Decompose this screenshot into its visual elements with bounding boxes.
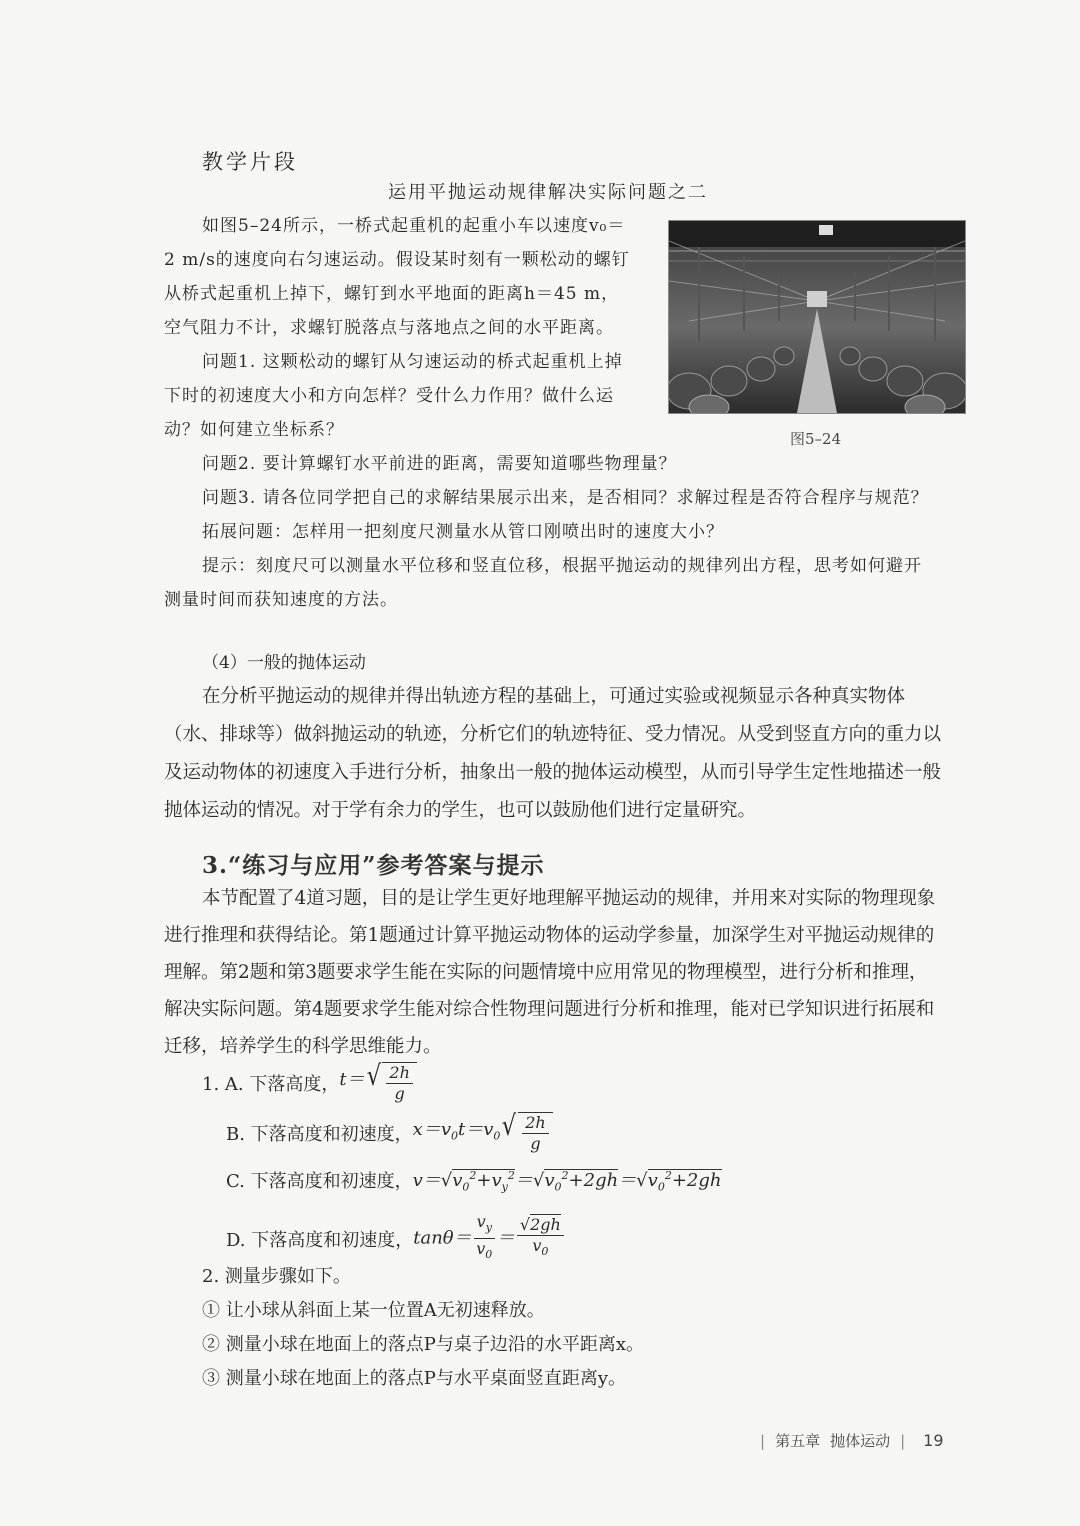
general-line-4: 抛体运动的情况。对于学有余力的学生，也可以鼓励他们进行定量研究。 bbox=[164, 800, 757, 821]
answer-1c-label: C. 下落高度和初速度， bbox=[226, 1170, 413, 1192]
footer-chapter-title: 抛体运动 bbox=[830, 1432, 891, 1450]
footer-chapter: 第五章 bbox=[775, 1432, 821, 1450]
intro-line-1: 如图5–24所示，一桥式起重机的起重小车以速度v₀＝ bbox=[202, 216, 626, 236]
intro-line-4: 空气阻力不计，求螺钉脱落点与落地点之间的水平距离。 bbox=[164, 318, 614, 338]
segment-subtitle: 运用平抛运动规律解决实际问题之二 bbox=[388, 182, 708, 203]
answer-1b-label: B. 下落高度和初速度， bbox=[226, 1124, 413, 1145]
section-3-line-2: 进行推理和获得结论。第1题通过计算平抛运动物体的运动学参量，加深学生对平抛运动规律的 bbox=[164, 925, 935, 946]
question-2: 问题2. 要计算螺钉水平前进的距离，需要知道哪些物理量？ bbox=[202, 454, 677, 474]
answer-1d-formula: tanθ＝ $\frac{v_y}{v_0}$ ＝ $\frac{√2gh}{v_0}$ bbox=[413, 1212, 566, 1265]
answer-1c bbox=[226, 1166, 722, 1194]
answer-1a-formula: t＝ √ $\frac{2h}{g}$ bbox=[339, 1062, 417, 1104]
figure-caption: 图5–24 bbox=[790, 430, 842, 448]
answer-2-title: 2. 测量步骤如下。 bbox=[202, 1266, 351, 1287]
question-1-line-1: 问题1. 这颗松动的螺钉从匀速运动的桥式起重机上掉 bbox=[202, 352, 623, 372]
segment-title: 教学片段 bbox=[202, 150, 298, 174]
page-number: 19 bbox=[923, 1431, 944, 1450]
answer-1a-label: 1. A. 下落高度， bbox=[202, 1074, 340, 1095]
section-3-line-5: 迁移，培养学生的科学思维能力。 bbox=[164, 1036, 442, 1057]
answer-1b bbox=[226, 1109, 553, 1154]
answer-1a bbox=[202, 1059, 417, 1104]
answer-2-step-2: ② 测量小球在地面上的落点P与桌子边沿的水平距离x。 bbox=[202, 1334, 644, 1355]
answer-1b-formula: $x=v_0t=v_0$ √ $\frac{2h}{g}$ bbox=[413, 1112, 553, 1154]
hint-line-2: 测量时间而获知速度的方法。 bbox=[164, 590, 398, 610]
general-heading: （4）一般的抛体运动 bbox=[202, 653, 366, 673]
page-footer bbox=[760, 1430, 944, 1451]
answer-2-step-1: ① 让小球从斜面上某一位置A无初速释放。 bbox=[202, 1300, 545, 1321]
section-3-line-1: 本节配置了4道习题，目的是让学生更好地理解平抛运动的规律，并用来对实际的物理现象 bbox=[202, 888, 936, 909]
answer-1c-formula: $v=√v_0^2+v_y^2=√v_0^2+2gh=√v_0^2+2gh$ bbox=[412, 1169, 722, 1194]
section-3-line-3: 理解。第2题和第3题要求学生能在实际的问题情境中应用常见的物理模型，进行分析和推理， bbox=[164, 962, 928, 983]
section-3-line-4: 解决实际问题。第4题要求学生能对综合性物理问题进行分析和推理，能对已学知识进行拓展和 bbox=[164, 999, 935, 1020]
extension-question: 拓展问题：怎样用一把刻度尺测量水从管口刚喷出时的速度大小？ bbox=[202, 522, 724, 542]
intro-line-2: 2 m/s的速度向右匀速运动。假设某时刻有一颗松动的螺钉 bbox=[164, 250, 630, 270]
footer-divider-right: | bbox=[900, 1431, 906, 1450]
answer-2-step-3: ③ 测量小球在地面上的落点P与水平桌面竖直距离y。 bbox=[202, 1368, 626, 1389]
general-line-3: 及运动物体的初速度入手进行分析，抽象出一般的抛体运动模型，从而引导学生定性地描述一般 bbox=[164, 762, 942, 783]
general-line-1: 在分析平抛运动的规律并得出轨迹方程的基础上，可通过实验或视频显示各种真实物体 bbox=[202, 686, 906, 707]
question-1-line-3: 动？如何建立坐标系？ bbox=[164, 420, 344, 440]
question-1-line-2: 下时的初速度大小和方向怎样？受什么力作用？做什么运 bbox=[164, 386, 614, 406]
answer-1d-label: D. 下落高度和初速度， bbox=[226, 1229, 414, 1251]
crane-factory-photo bbox=[668, 220, 966, 414]
intro-line-3: 从桥式起重机上掉下，螺钉到水平地面的距离h＝45 m， bbox=[164, 284, 620, 304]
footer-divider-left: | bbox=[760, 1431, 766, 1450]
hint-line-1: 提示：刻度尺可以测量水平位移和竖直位移，根据平抛运动的规律列出方程，思考如何避开 bbox=[202, 556, 922, 576]
section-3-heading: 3.“练习与应用”参考答案与提示 bbox=[202, 852, 545, 879]
question-3: 问题3. 请各位同学把自己的求解结果展示出来，是否相同？求解过程是否符合程序与规范？ bbox=[202, 488, 929, 508]
general-line-2: （水、排球等）做斜抛运动的轨迹，分析它们的轨迹特征、受力情况。从受到竖直方向的重力以 bbox=[164, 724, 942, 745]
